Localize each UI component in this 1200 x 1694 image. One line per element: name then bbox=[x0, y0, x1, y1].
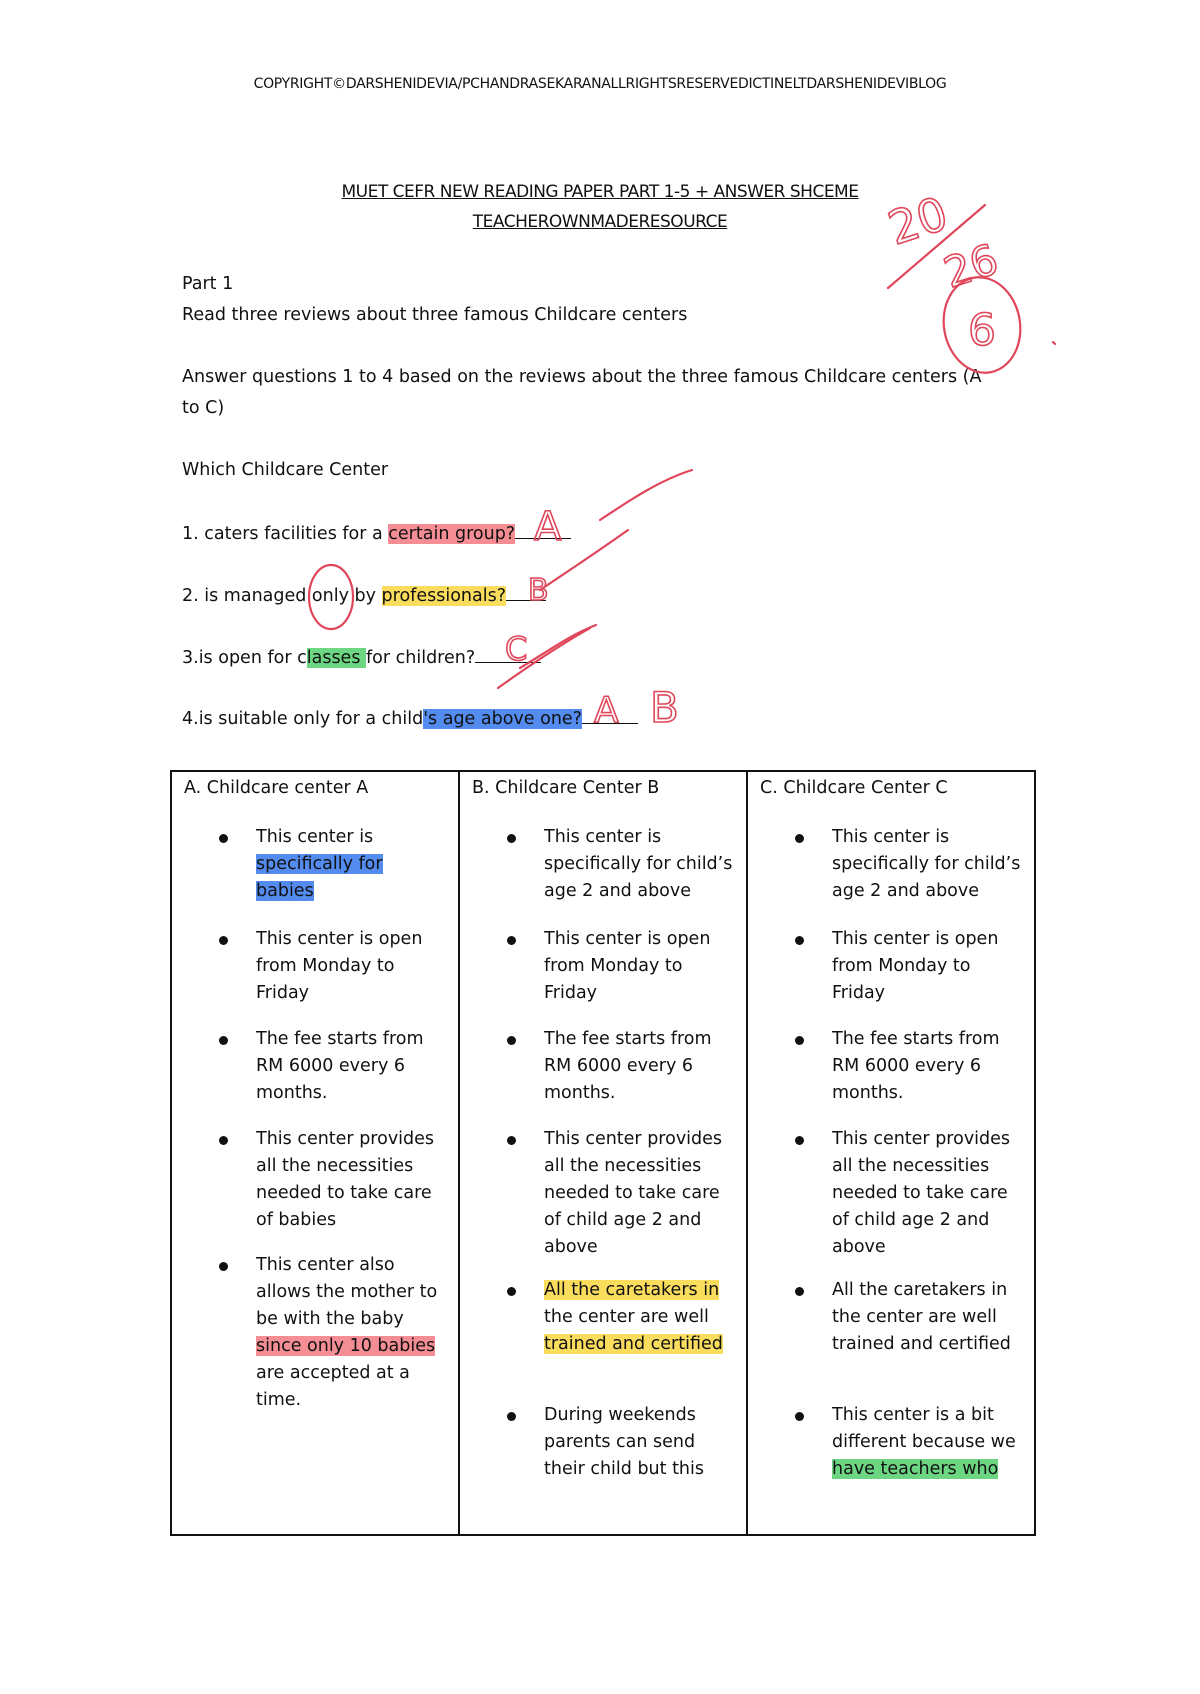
bullet-line: time. bbox=[256, 1390, 302, 1410]
column-header: A. Childcare center A bbox=[184, 778, 369, 798]
bullet-line: This center is bbox=[832, 827, 950, 847]
bullet-line: This center is bbox=[544, 827, 662, 847]
bullet-line: specifically for bbox=[256, 854, 383, 874]
bullet-item bbox=[544, 824, 734, 905]
bullet-line: the center are well bbox=[832, 1307, 997, 1327]
bullet-line: months. bbox=[544, 1083, 616, 1103]
bullet-line: above bbox=[832, 1237, 886, 1257]
bullet-line: This center is bbox=[256, 827, 374, 847]
bullet-line: of child age 2 and bbox=[832, 1210, 990, 1230]
answer-blank bbox=[475, 646, 541, 663]
bullet-line: be with the baby bbox=[256, 1309, 404, 1329]
bullet-line: since only 10 babies bbox=[256, 1336, 436, 1356]
bullet-line: All the caretakers in bbox=[832, 1280, 1008, 1300]
bullet-line: allows the mother to bbox=[256, 1282, 438, 1302]
bullet-line: needed to take care bbox=[544, 1183, 720, 1203]
which-label: Which Childcare Center bbox=[182, 460, 389, 480]
stray-dot bbox=[1053, 342, 1055, 344]
title-line-1: MUET CEFR NEW READING PAPER PART 1-5 + ANSWER SHCEME bbox=[341, 182, 859, 202]
bullet-item bbox=[832, 1026, 1022, 1107]
bullet-line: of babies bbox=[256, 1210, 337, 1230]
question-text: 4.is suitable only for a child bbox=[182, 709, 424, 729]
bullet-item bbox=[256, 824, 446, 905]
bullet-item bbox=[544, 1126, 734, 1261]
bullet-item bbox=[832, 1126, 1022, 1261]
bullet-line: age 2 and above bbox=[544, 881, 692, 901]
bullet-line: This center is open bbox=[832, 929, 999, 949]
question-text: 1. caters facilities for a bbox=[182, 524, 389, 544]
bullet-line: have teachers who bbox=[832, 1459, 999, 1479]
bullet-line: from Monday to bbox=[832, 956, 971, 976]
bullet-item bbox=[832, 1277, 1022, 1358]
bullet-line: different because we bbox=[832, 1432, 1016, 1452]
bullet-line: This center provides bbox=[544, 1129, 723, 1149]
bullet-line: All the caretakers in bbox=[544, 1280, 720, 1300]
bullet-item bbox=[544, 926, 734, 1007]
handwritten-correction: B bbox=[650, 683, 679, 732]
highlight-green: lasses bbox=[306, 648, 367, 668]
bullet-line: This center also bbox=[256, 1255, 395, 1275]
question-text: 2. is managed only by bbox=[182, 586, 382, 606]
bullet-line: Friday bbox=[256, 983, 310, 1003]
highlight-red: certain group? bbox=[388, 524, 516, 544]
answer-blank bbox=[506, 584, 546, 601]
bullet-line: The fee starts from bbox=[256, 1029, 424, 1049]
handwritten-answer-3: C bbox=[505, 630, 528, 668]
bullet-line: trained and certified bbox=[544, 1334, 723, 1354]
bullet-line: the center are well bbox=[544, 1307, 709, 1327]
question-2 bbox=[182, 584, 546, 606]
question-1 bbox=[182, 522, 571, 544]
bullet-item bbox=[256, 1126, 446, 1234]
bullet-line: parents can send bbox=[544, 1432, 696, 1452]
bullet-line: This center is open bbox=[544, 929, 711, 949]
part-label: Part 1 bbox=[182, 274, 234, 294]
bullet-line: from Monday to bbox=[256, 956, 395, 976]
bullet-line: During weekends bbox=[544, 1405, 696, 1425]
bullet-line: This center is a bit bbox=[832, 1405, 994, 1425]
answer-blank bbox=[582, 707, 638, 724]
bullet-line: age 2 and above bbox=[832, 881, 980, 901]
bullet-item bbox=[256, 1252, 446, 1414]
column-a bbox=[172, 772, 460, 1534]
bullet-line: This center provides bbox=[832, 1129, 1011, 1149]
handwritten-score-top: 20 bbox=[881, 186, 955, 256]
instructions-line-2: to C) bbox=[182, 398, 225, 418]
bullet-line: specifically for child’s bbox=[544, 854, 733, 874]
question-text-post: for children? bbox=[366, 648, 476, 668]
bullet-line: above bbox=[544, 1237, 598, 1257]
bullet-item bbox=[544, 1026, 734, 1107]
bullet-line: of child age 2 and bbox=[544, 1210, 702, 1230]
bullet-line: Friday bbox=[832, 983, 886, 1003]
handwritten-answer-4: A bbox=[594, 690, 619, 731]
title-line-2: TEACHEROWNMADERESOURCE bbox=[472, 212, 728, 232]
bullet-line: all the necessities bbox=[256, 1156, 414, 1176]
column-b bbox=[460, 772, 748, 1534]
column-header: C. Childcare Center C bbox=[760, 778, 948, 798]
bullet-line: months. bbox=[256, 1083, 328, 1103]
bullet-line: RM 6000 every 6 bbox=[544, 1056, 694, 1076]
instructions-line-1: Answer questions 1 to 4 based on the reviews about the three famous Childcare centers (A bbox=[182, 367, 982, 387]
answer-blank bbox=[515, 522, 571, 539]
handwritten-answer-1: A bbox=[534, 504, 562, 550]
handwritten-answer-2: B bbox=[528, 573, 549, 608]
bullet-item bbox=[256, 1026, 446, 1107]
bullet-item bbox=[256, 926, 446, 1007]
review-table bbox=[170, 770, 1036, 1536]
bullet-line: needed to take care bbox=[832, 1183, 1008, 1203]
handwritten-score-bottom: 26 bbox=[937, 234, 1004, 298]
score-circle bbox=[936, 271, 1028, 379]
question-text: 3.is open for c bbox=[182, 648, 307, 668]
handwritten-circled-score: 6 bbox=[968, 305, 996, 356]
column-c bbox=[748, 772, 1034, 1534]
bullet-line: trained and certified bbox=[832, 1334, 1011, 1354]
highlight-yellow: professionals? bbox=[381, 586, 506, 606]
intro-text: Read three reviews about three famous Childcare centers bbox=[182, 305, 688, 325]
bullet-line: all the necessities bbox=[832, 1156, 990, 1176]
bullet-item bbox=[544, 1402, 734, 1483]
bullet-line: The fee starts from bbox=[832, 1029, 1000, 1049]
question-4 bbox=[182, 707, 638, 729]
copyright-line: COPYRIGHT©DARSHENIDEVIA/PCHANDRASEKARANALLRIGHTSRESERVEDICTINELTDARSHENIDEVIBLOG bbox=[253, 76, 947, 92]
bullet-line: months. bbox=[832, 1083, 904, 1103]
bullet-line: This center provides bbox=[256, 1129, 435, 1149]
tick-mark bbox=[600, 470, 692, 520]
bullet-line: RM 6000 every 6 bbox=[256, 1056, 406, 1076]
bullet-item bbox=[832, 926, 1022, 1007]
bullet-line: are accepted at a bbox=[256, 1363, 410, 1383]
highlight-blue: 's age above one? bbox=[423, 709, 582, 729]
bullet-line: specifically for child’s bbox=[832, 854, 1021, 874]
bullet-line: RM 6000 every 6 bbox=[832, 1056, 982, 1076]
bullet-item bbox=[832, 1402, 1022, 1483]
bullet-line: their child but this bbox=[544, 1459, 705, 1479]
bullet-line: This center is open bbox=[256, 929, 423, 949]
bullet-line: The fee starts from bbox=[544, 1029, 712, 1049]
bullet-line: all the necessities bbox=[544, 1156, 702, 1176]
bullet-line: needed to take care bbox=[256, 1183, 432, 1203]
bullet-item bbox=[544, 1277, 734, 1358]
question-3 bbox=[182, 646, 541, 668]
column-header: B. Childcare Center B bbox=[472, 778, 660, 798]
bullet-line: babies bbox=[256, 881, 314, 901]
bullet-line: Friday bbox=[544, 983, 598, 1003]
bullet-item bbox=[832, 824, 1022, 905]
bullet-line: from Monday to bbox=[544, 956, 683, 976]
